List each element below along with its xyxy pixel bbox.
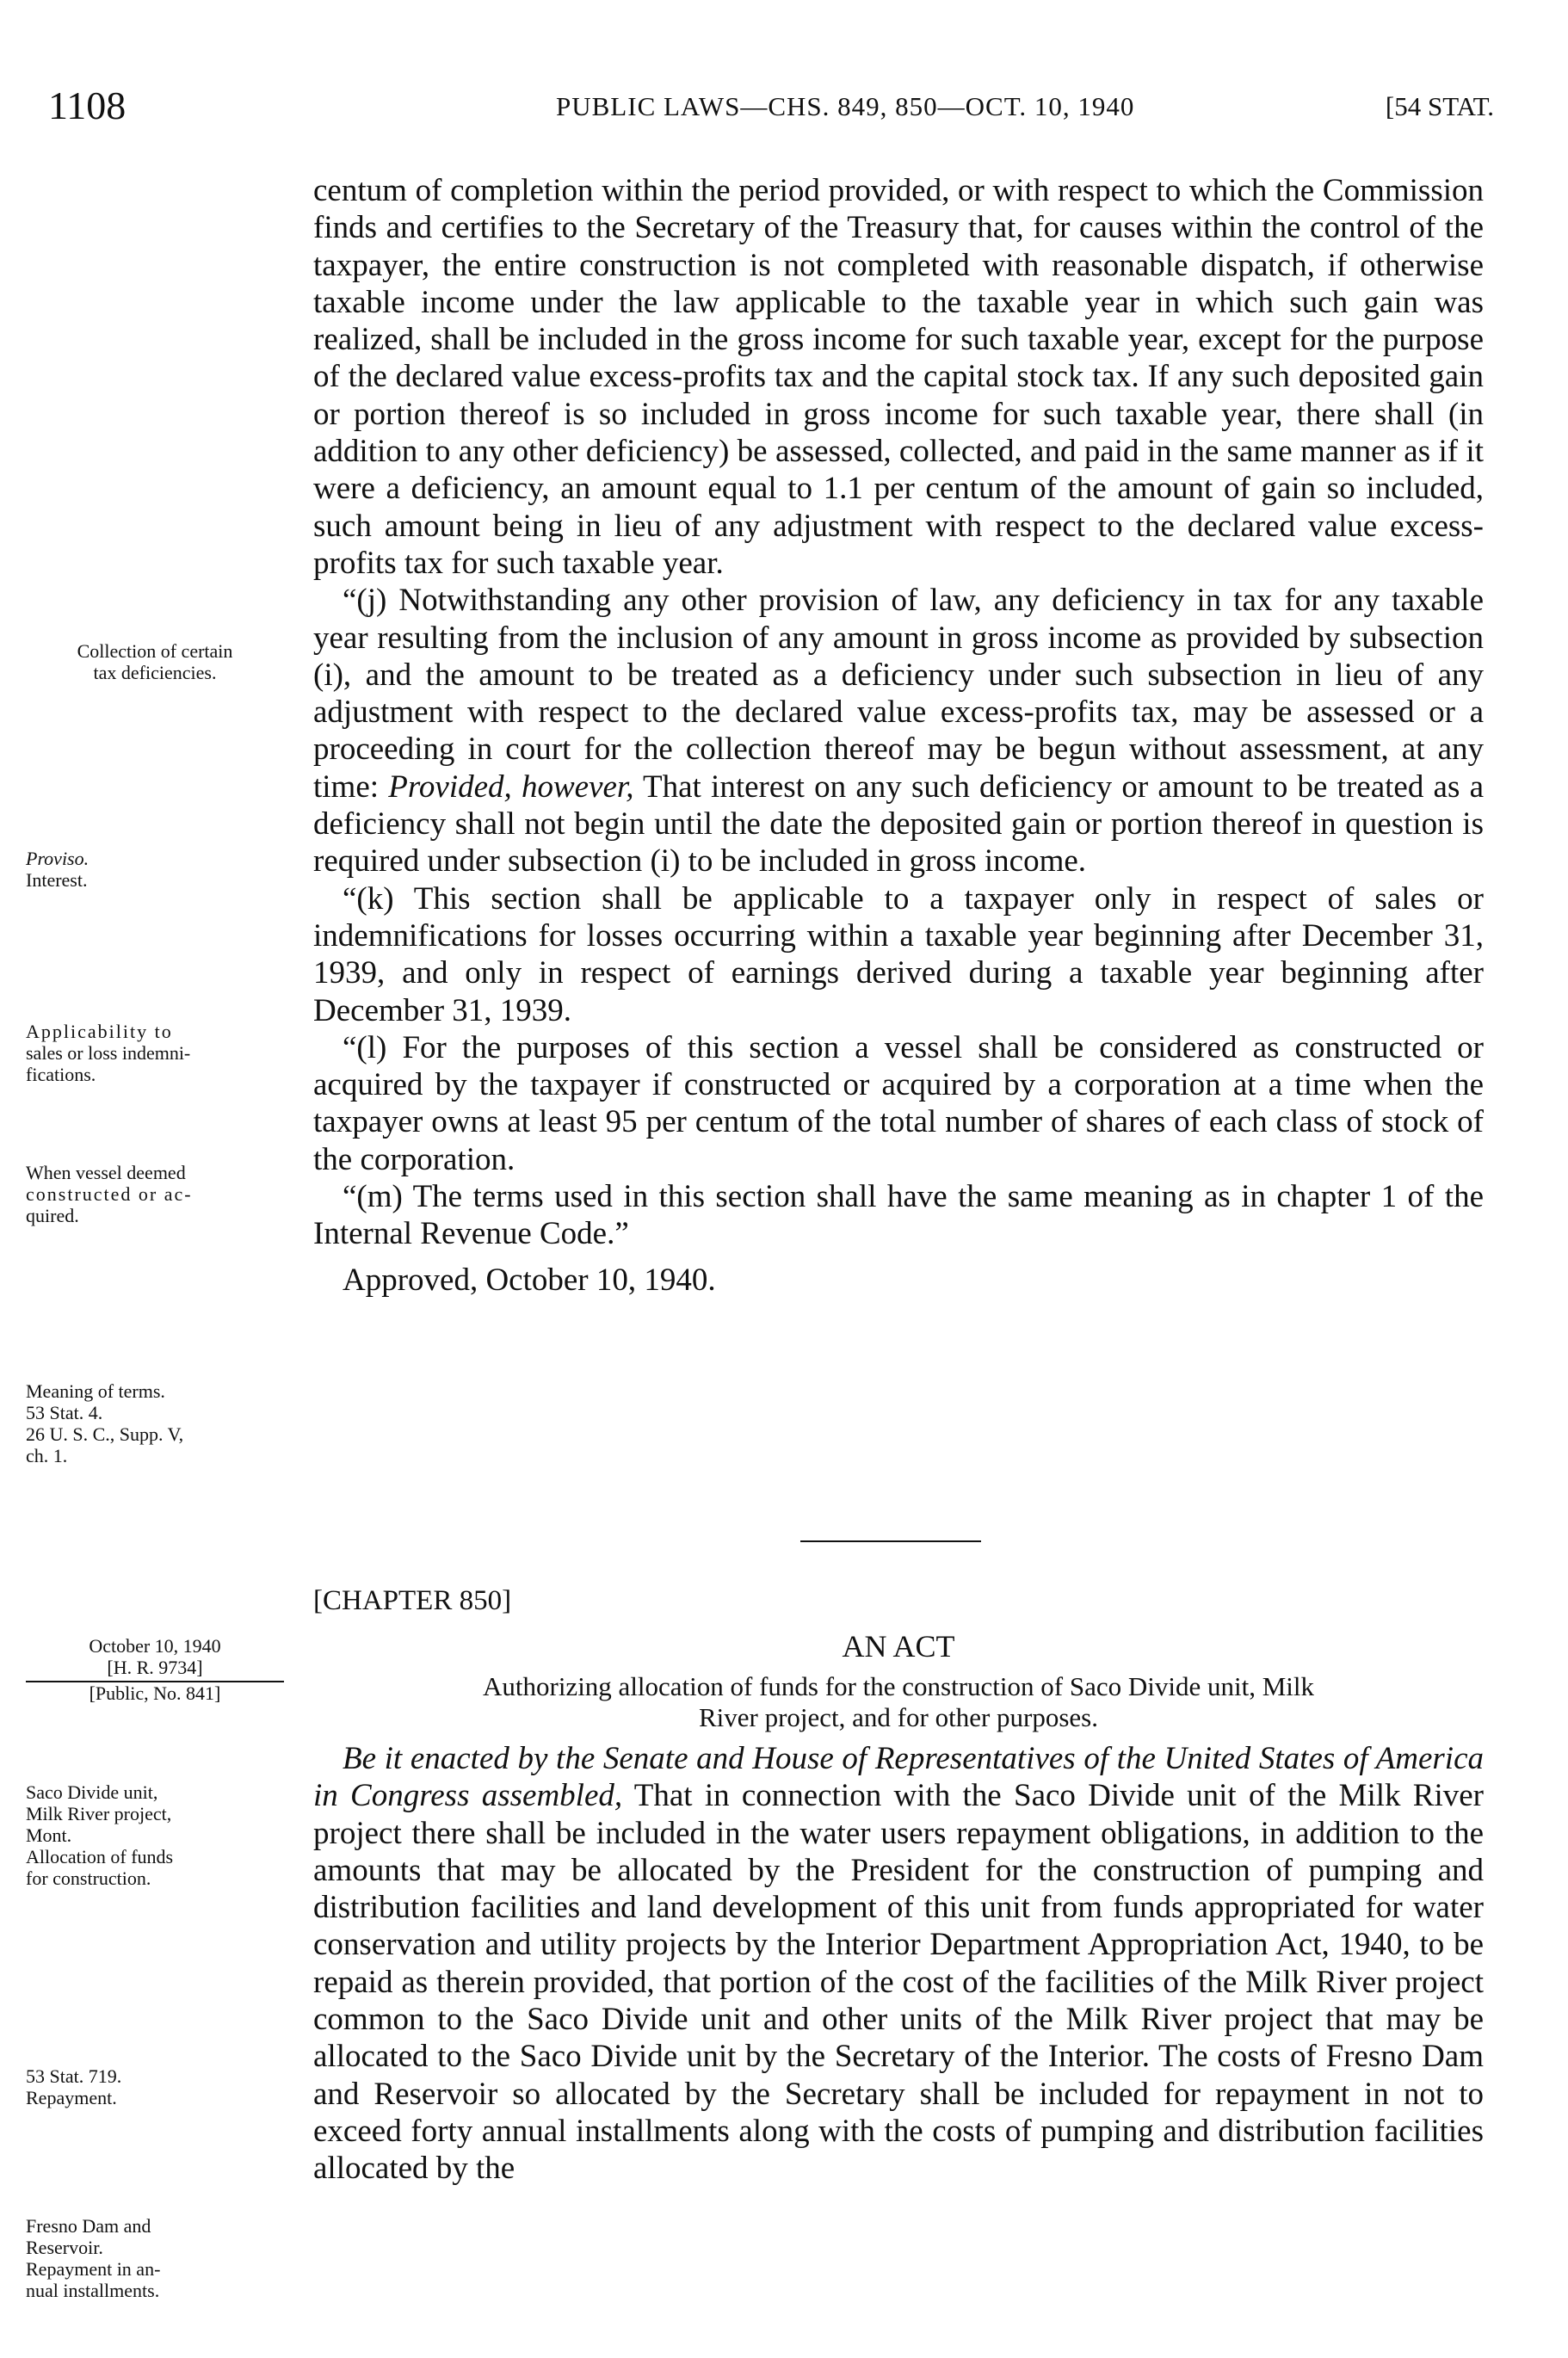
act-purpose [313, 1671, 1484, 1733]
act-body: That in connection with the Saco Divide unit of the Milk River project there shall be included in the water users repayment obligations, in addition to the amounts that may be allocated by the President for the construction of pumping and distribution facilities and land development of this unit from funds appropriated for water conservation and utility projects by the Interior Department Appropriation Act, 1940, to be repaid as therein provided, that portion of the cost of the facilities of the Milk River project common to the Saco Divide unit and other units of the Milk River project that may be allocated to the Saco Divide unit by the Secretary of the Interior. The costs of Fresno Dam and Reservoir so allocated by the Secretary shall be included for repayment in not to exceed forty annual installments along with the costs of pumping and distribution facilities allocated by the [313, 1778, 1484, 2187]
margin-note-meaning: Meaning of terms. 53 Stat. 4. 26 U. S. C., Supp. V, ch. 1. [26, 1380, 184, 1466]
margin-note-saco: Saco Divide unit, Milk River project, Mont. Allocation of funds for construction. [26, 1781, 174, 1889]
chapter-label: [CHAPTER 850] [313, 1585, 512, 1616]
bill-info [26, 1635, 284, 1704]
subsection-j-part1: “(j) Notwithstanding any other provision of law, any deficiency in tax for any taxable year resulting from the inclusion of any amount in gross income as provided by subsection (i), and the amount to be treated as a deficiency under such subsection in lieu of any adjustment with respect to the declared value excess-profits tax, may be assessed or a proceeding in court for the collection thereof may be begun without assessment, at any time: [313, 583, 1484, 805]
subsection-k: “(k) This section shall be applicable to a taxpayer only in respect of sales or indemnifications for losses occurring within a taxable year beginning after December 31, 1939, and only in respect of earnings derived during a taxable year beginning after December 31, 1939. [313, 880, 1484, 1028]
act-title: AN ACT [842, 1629, 955, 1664]
bill-number: [H. R. 9734] [26, 1657, 284, 1682]
margin-note-repayment: 53 Stat. 719. Repayment. [26, 2065, 122, 2108]
subsection-l: “(l) For the purposes of this section a vessel shall be considered as constructed or acquired by the taxpayer if constructed or acquired by a corporation at a time when the taxpayer owns at least 95 per centum of the total number of shares of each class of stock of the corporation. [313, 1029, 1484, 1177]
act-paragraph [313, 1740, 1484, 2188]
subsection-m: “(m) The terms used in this section shall have the same meaning as in chapter 1 of the Internal Revenue Code.” [313, 1179, 1484, 1252]
subsection-j-part2: That interest on any such deficiency or amount to be treated as a deficiency shall not begin until the date the deposited gain or portion thereof in question is required under subsection (i) to be included in gross income. [313, 769, 1484, 880]
enacting-clause: Be it enacted by the Senate and House of Representatives of the United States of America in Congress assembled, [313, 1741, 1484, 1814]
running-head: PUBLIC LAWS—CHS. 849, 850—OCT. 10, 1940 [556, 91, 1135, 121]
margin-note-proviso: Proviso. Interest. [26, 848, 90, 891]
stat-reference: [54 STAT. [1385, 91, 1494, 121]
section-divider [800, 1540, 981, 1542]
running-header [48, 83, 1494, 126]
continuation-paragraph: centum of completion within the period provided, or with respect to which the Commission finds and certifies to the Secretary of the Treasury that, for causes within the control of the taxpayer, the entire construction is not completed with reasonable dispatch, if otherwise taxable income under the law applicable to the taxable year in which such gain was realized, shall be included in the gross income for such taxable year, except for the purpose of the declared value excess-profits tax and the capital stock tax. If any such deposited gain or portion thereof is so included in gross income for such taxable year, there shall (in addition to any other deficiency) be assessed, collected, and paid in the same manner as if it were a deficiency, an amount equal to 1.1 per centum of the amount of gain so included, such amount being in lieu of any adjustment with respect to the declared value excess-profits tax for such taxable year. [313, 173, 1484, 581]
margin-note-applicability: Applicability to sales or loss indemni- fications. [26, 1021, 191, 1085]
margin-note-vessel: When vessel deemed constructed or ac- quired. [26, 1162, 193, 1226]
margin-note-fresno: Fresno Dam and Reservoir. Repayment in an- nual installments. [26, 2215, 161, 2301]
subsection-j [313, 582, 1484, 880]
public-number: [Public, No. 841] [89, 1682, 221, 1704]
proviso-phrase: Provided, however, [388, 769, 634, 805]
purpose-line-1: Authorizing allocation of funds for the construction of Saco Divide unit, Milk [483, 1671, 1314, 1701]
body-text [313, 172, 1484, 1299]
purpose-line-2: River project, and for other purposes. [698, 1702, 1098, 1732]
approved-line: Approved, October 10, 1940. [343, 1262, 716, 1298]
margin-note-collection: Collection of certain tax deficiencies. [77, 640, 233, 683]
bill-date: October 10, 1940 [89, 1635, 221, 1657]
page-number: 1108 [48, 83, 127, 127]
act-text [313, 1740, 1484, 2188]
